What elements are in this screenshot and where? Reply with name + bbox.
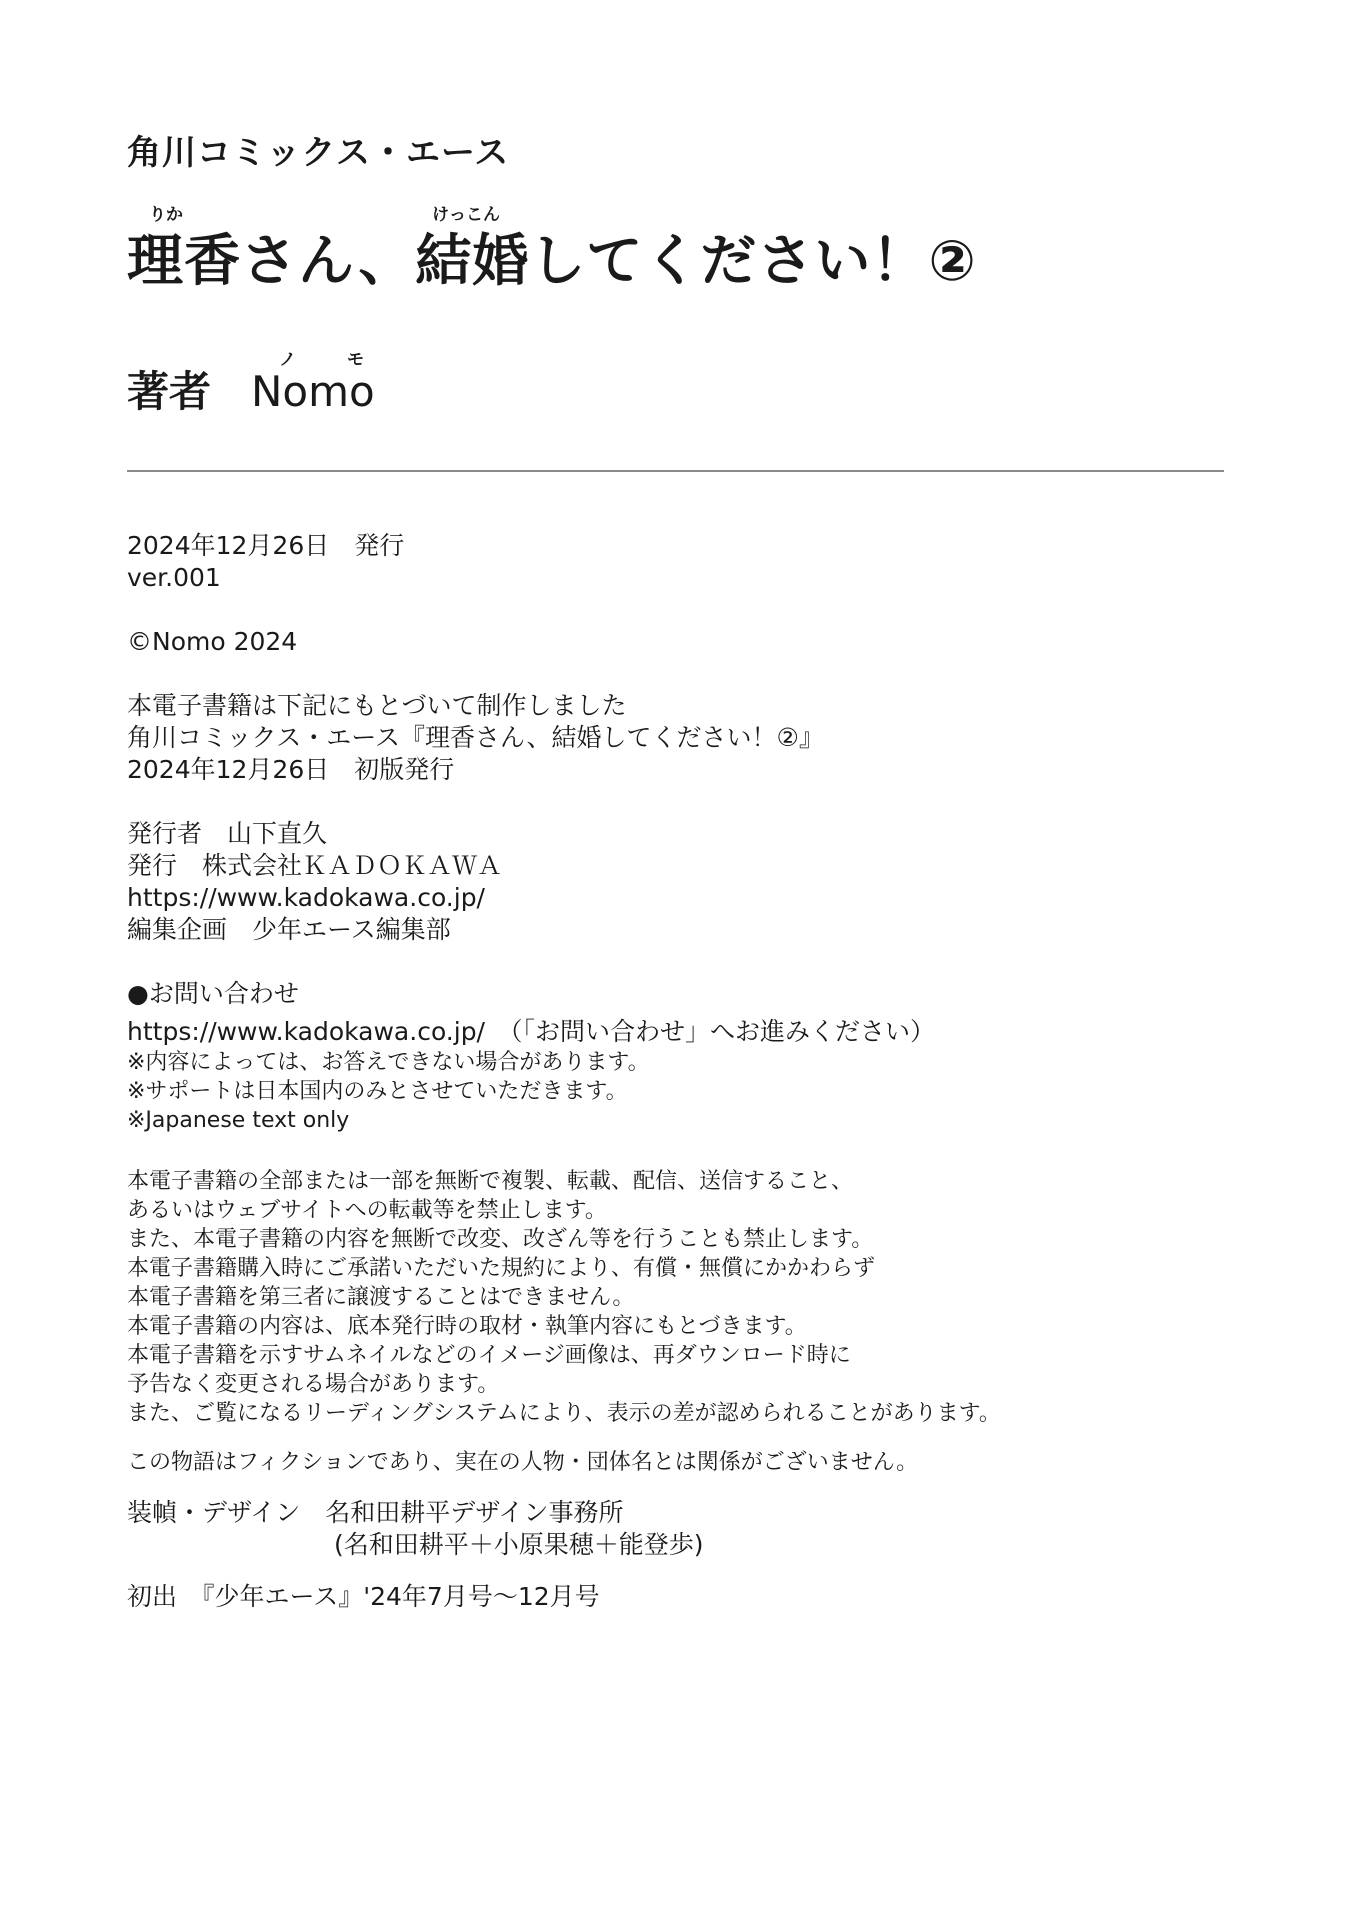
inquiry-note-2: ※サポートは日本国内のみとさせていただきます。 (127, 1079, 628, 1104)
imprint-label: 角川コミックス・エース (127, 133, 510, 173)
design-credit-members: (名和田耕平＋小原果穂＋能登歩) (334, 1530, 704, 1559)
legal-line: 本電子書籍を第三者に譲渡することはできません。 (127, 1285, 635, 1310)
author-label: 著者 (127, 367, 212, 416)
legal-line: 本電子書籍購入時にご承諾いただいた規約により、有償・無償にかかわらず (127, 1256, 876, 1281)
fiction-note: この物語はフィクションであり、実在の人物・団体名とは関係がございません。 (127, 1450, 919, 1475)
inquiry-heading: ●お問い合わせ (127, 979, 299, 1008)
inquiry-url[interactable]: https://www.kadokawa.co.jp/ （「お問い合わせ」へお進みください） (127, 1017, 935, 1046)
copyright: ©Nomo 2024 (127, 627, 298, 656)
inquiry-note-1: ※内容によっては、お答えできない場合があります。 (127, 1050, 650, 1075)
divider (127, 470, 1224, 472)
publisher-url[interactable]: https://www.kadokawa.co.jp/ (127, 883, 485, 912)
legal-line: 本電子書籍の内容は、底本発行時の取材・執筆内容にもとづきます。 (127, 1314, 807, 1339)
ruby-no: ノ (279, 350, 296, 370)
design-credit: 装幀・デザイン 名和田耕平デザイン事務所 (127, 1498, 624, 1527)
title-ruby (127, 200, 977, 230)
version: ver.001 (127, 563, 221, 592)
legal-line: 本電子書籍の全部または一部を無断で複製、転載、配信、送信すること、 (127, 1169, 854, 1194)
legal-line: また、ご覧になるリーディングシステムにより、表示の差が認められることがあります。 (127, 1401, 1001, 1426)
author-ruby (127, 345, 375, 370)
legal-line: あるいはウェブサイトへの転載等を禁止します。 (127, 1198, 607, 1223)
publisher: 発行 株式会社ＫＡＤＯＫＡＷＡ (127, 851, 503, 880)
ruby-mo: モ (347, 350, 364, 370)
legal-line: 本電子書籍を示すサムネイルなどのイメージ画像は、再ダウンロード時に (127, 1343, 851, 1368)
source-line-2: 角川コミックス・エース『理香さん、結婚してください！②』 (127, 723, 824, 752)
source-line-1: 本電子書籍は下記にもとづいて制作しました (127, 691, 627, 720)
publication-date: 2024年12月26日 発行 (127, 531, 405, 560)
ruby-kekkon: けっこん (432, 205, 500, 225)
issuer: 発行者 山下直久 (127, 819, 328, 848)
colophon-body (127, 530, 1001, 1613)
source-line-3: 2024年12月26日 初版発行 (127, 755, 455, 784)
legal-line: また、本電子書籍の内容を無断で改変、改ざん等を行うことも禁止します。 (127, 1227, 874, 1252)
title-block (127, 200, 977, 294)
author-name: Nomo (251, 367, 375, 416)
book-title: 理香さん、結婚してください！② (127, 229, 977, 294)
author-line (127, 367, 375, 417)
inquiry-note-3: ※Japanese text only (127, 1108, 350, 1133)
editorial: 編集企画 少年エース編集部 (127, 915, 451, 944)
first-appearance: 初出 『少年エース』'24年7月号〜12月号 (127, 1582, 600, 1611)
author-block (127, 345, 375, 417)
ruby-rika: りか (149, 205, 183, 225)
legal-line: 予告なく変更される場合があります。 (127, 1372, 500, 1397)
